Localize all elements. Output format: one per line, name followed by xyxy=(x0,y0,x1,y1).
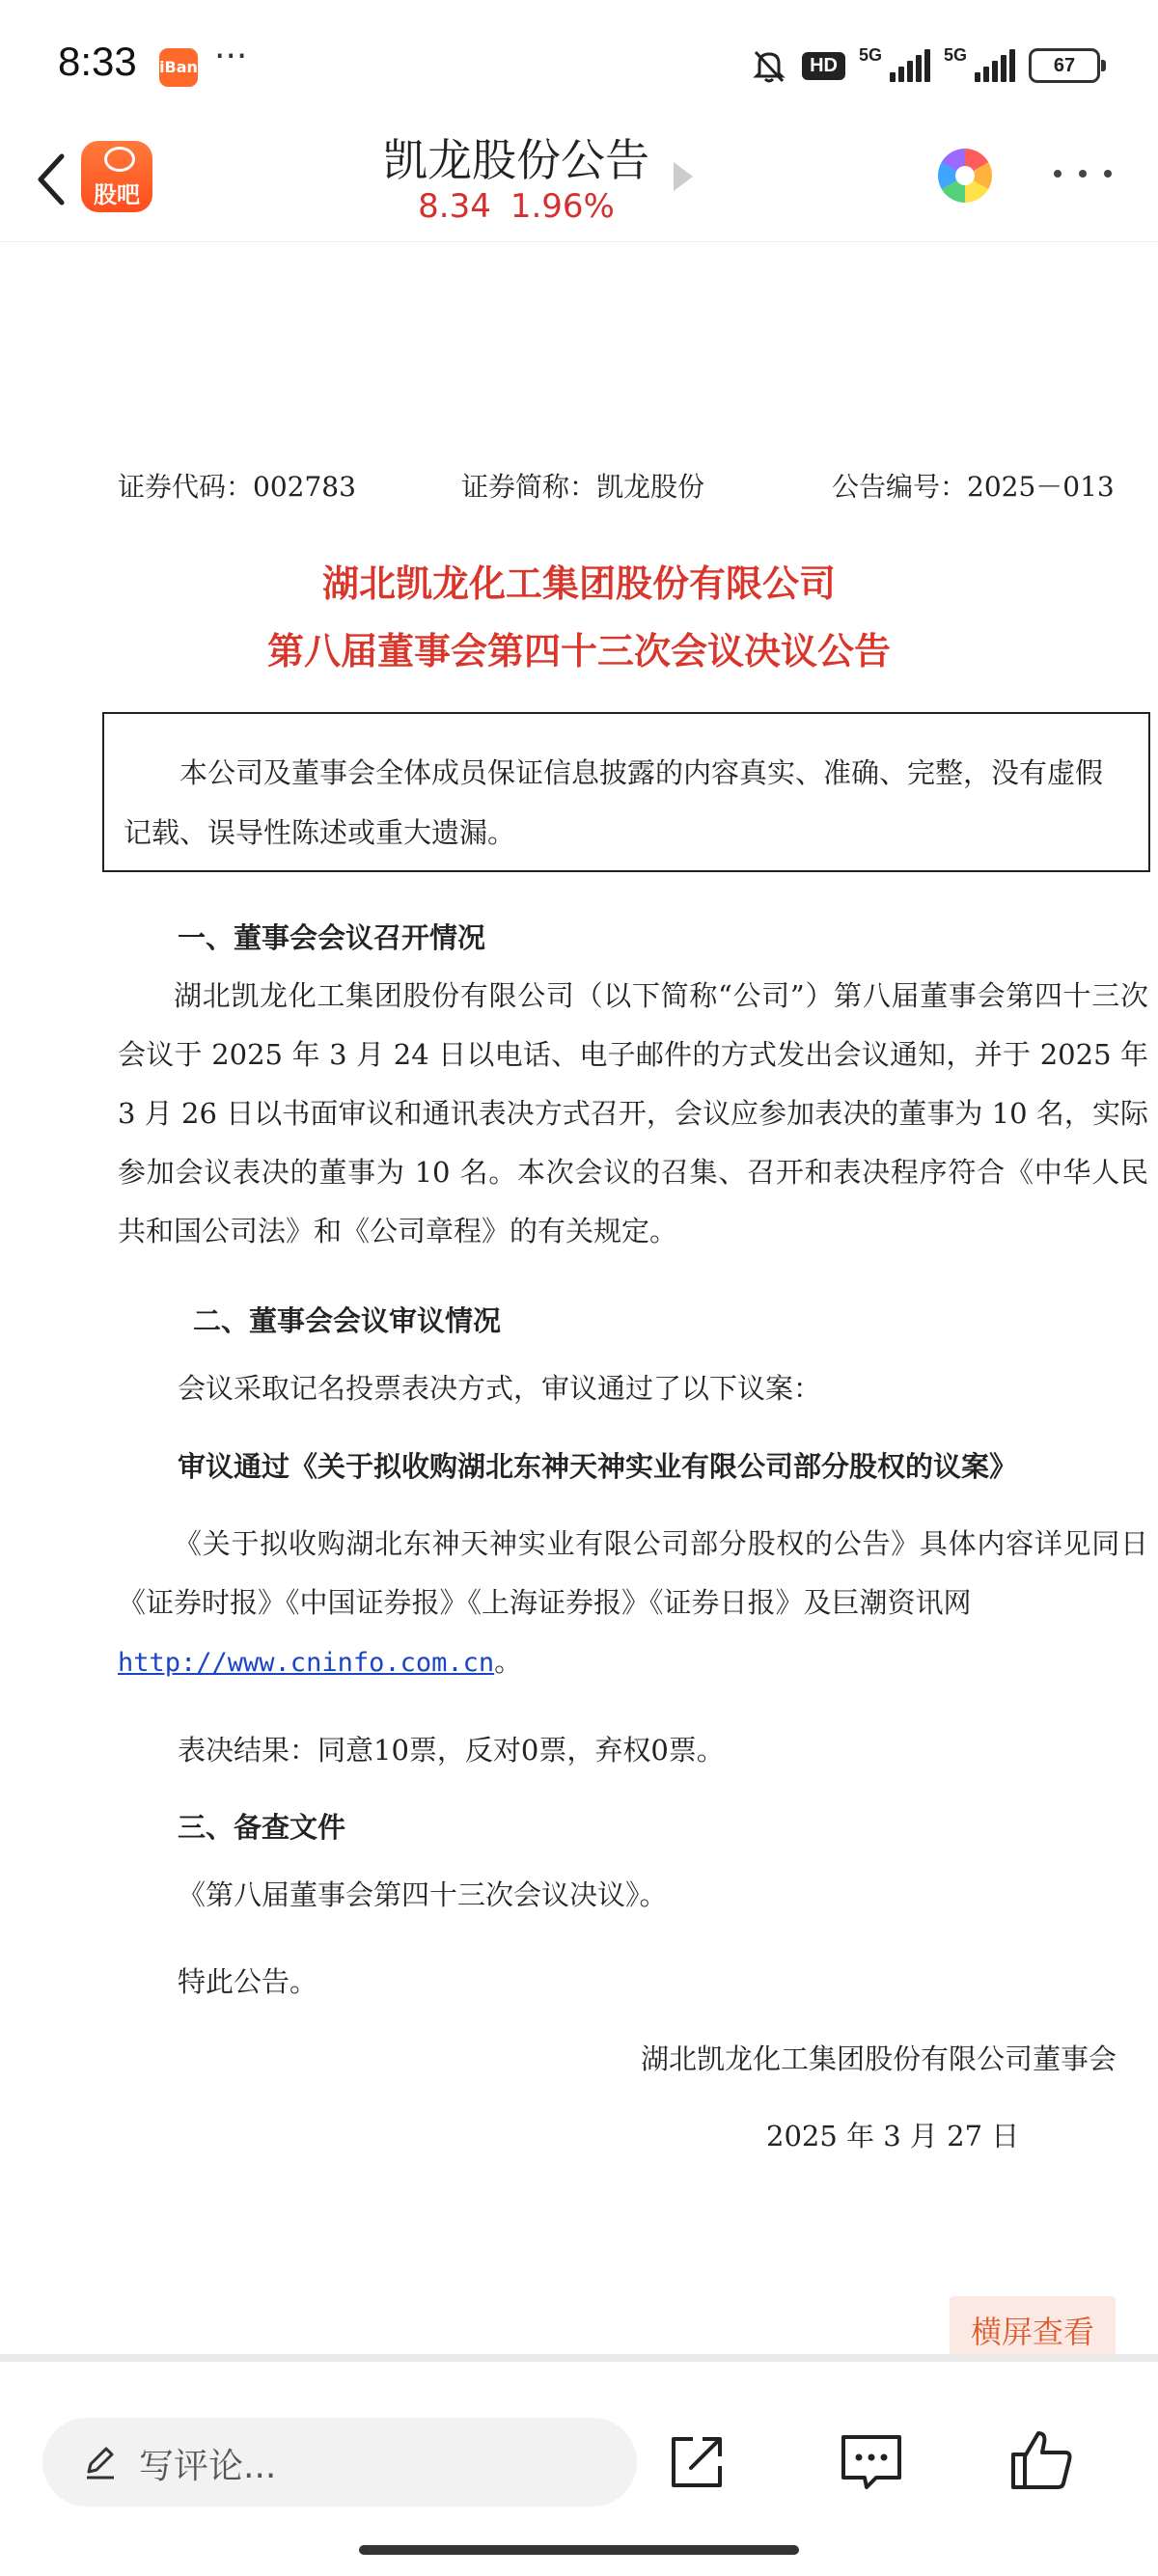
motion-title: 审议通过《关于拟收购湖北东神天神实业有限公司部分股权的议案》 xyxy=(178,1450,1018,1483)
bottom-action-bar xyxy=(0,2362,1158,2576)
share-icon[interactable] xyxy=(666,2431,728,2493)
hd-voice-badge: HD xyxy=(802,52,845,80)
thumbs-up-icon[interactable] xyxy=(1009,2427,1075,2493)
closing-text: 特此公告。 xyxy=(178,1965,318,1998)
security-code: 证券代码：002783 xyxy=(118,471,356,503)
more-options-icon[interactable] xyxy=(1054,164,1112,183)
color-wheel-app-icon[interactable] xyxy=(938,149,992,203)
signal-2-label: 5G xyxy=(944,45,968,65)
notification-app-label: iBan xyxy=(159,58,198,76)
link-suffix: 。 xyxy=(494,1645,523,1678)
doc-title-line2: 第八届董事会第四十三次会议决议公告 xyxy=(266,630,891,672)
guba-logo-symbol-icon xyxy=(104,147,135,172)
signal-2-icon xyxy=(944,45,1015,82)
divider xyxy=(0,2354,1158,2362)
comment-input[interactable] xyxy=(42,2418,637,2507)
cninfo-link[interactable]: http://www.cninfo.com.cn xyxy=(118,1648,495,1678)
status-bar xyxy=(0,0,1158,135)
pencil-icon xyxy=(81,2443,120,2481)
message-icon[interactable] xyxy=(838,2431,905,2493)
notice-number: 公告编号：2025－013 xyxy=(832,471,1115,503)
security-short-name: 证券简称：凯龙股份 xyxy=(461,471,705,503)
battery-level: 67 xyxy=(1053,55,1076,76)
stock-change: 1.96% xyxy=(510,187,615,226)
stock-price: 8.34 xyxy=(418,187,491,226)
section1-title: 一、董事会会议召开情况 xyxy=(178,921,486,954)
status-icons xyxy=(750,46,1100,85)
landscape-view-button[interactable]: 横屏查看 xyxy=(950,2296,1116,2368)
notification-more-icon: ··· xyxy=(214,37,248,76)
app-header xyxy=(0,125,1158,242)
section3-item: 《第八届董事会第四十三次会议决议》。 xyxy=(178,1878,668,1911)
notification-app-icon xyxy=(159,48,198,87)
page-title: 凯龙股份公告 xyxy=(383,134,649,186)
announcement-document xyxy=(0,241,1158,2344)
vote-result: 表决结果：同意10票，反对0票，弃权0票。 xyxy=(178,1734,725,1767)
signal-1-label: 5G xyxy=(859,45,883,65)
motion-body-text: 《关于拟收购湖北东神天神实业有限公司部分股权的公告》具体内容详见同日《证券时报》《中国证券报》《上海证券报》《证券日报》及巨潮资讯网 xyxy=(118,1527,1148,1619)
home-indicator[interactable] xyxy=(359,2545,799,2555)
battery-icon xyxy=(1029,48,1100,83)
section2-title: 二、董事会会议审议情况 xyxy=(193,1304,502,1337)
status-time: 8:33 xyxy=(58,39,137,84)
comment-placeholder: 写评论... xyxy=(139,2447,277,2486)
section1-body: 湖北凯龙化工集团股份有限公司（以下简称“公司”）第八届董事会第四十三次会议于 2025 年 3 月 24 日以电话、电子邮件的方式发出会议通知，并于 2025 年 3 月 26 日以书面审议和通讯表决方式召开，会议应参加表决的董事为 10 名，实际参加会议表决的董事为 10 名。本次会议的召集、召开和表决程序符合《中华人民共和国公司法》和《公司章程》的有关规定。 xyxy=(118,979,1148,1247)
section3-title: 三、备查文件 xyxy=(178,1811,346,1844)
disclosure-statement-box: 本公司及董事会全体成员保证信息披露的内容真实、准确、完整，没有虚假记载、误导性陈述或重大遗漏。 xyxy=(102,712,1150,872)
section2-intro: 会议采取记名投票表决方式，审议通过了以下议案： xyxy=(178,1372,822,1405)
stock-quote[interactable] xyxy=(367,187,666,226)
mute-bell-icon xyxy=(750,46,788,85)
guba-logo[interactable] xyxy=(81,141,152,212)
doc-title-line1: 湖北凯龙化工集团股份有限公司 xyxy=(321,562,836,605)
signal-1-icon xyxy=(859,45,930,82)
back-arrow-icon[interactable] xyxy=(27,145,73,212)
guba-logo-text: 股吧 xyxy=(94,181,140,208)
play-triangle-icon[interactable] xyxy=(674,162,693,191)
announcement-date: 2025 年 3 月 27 日 xyxy=(766,2120,1020,2152)
signature: 湖北凯龙化工集团股份有限公司董事会 xyxy=(641,2042,1117,2075)
motion-body xyxy=(118,1515,1148,1692)
